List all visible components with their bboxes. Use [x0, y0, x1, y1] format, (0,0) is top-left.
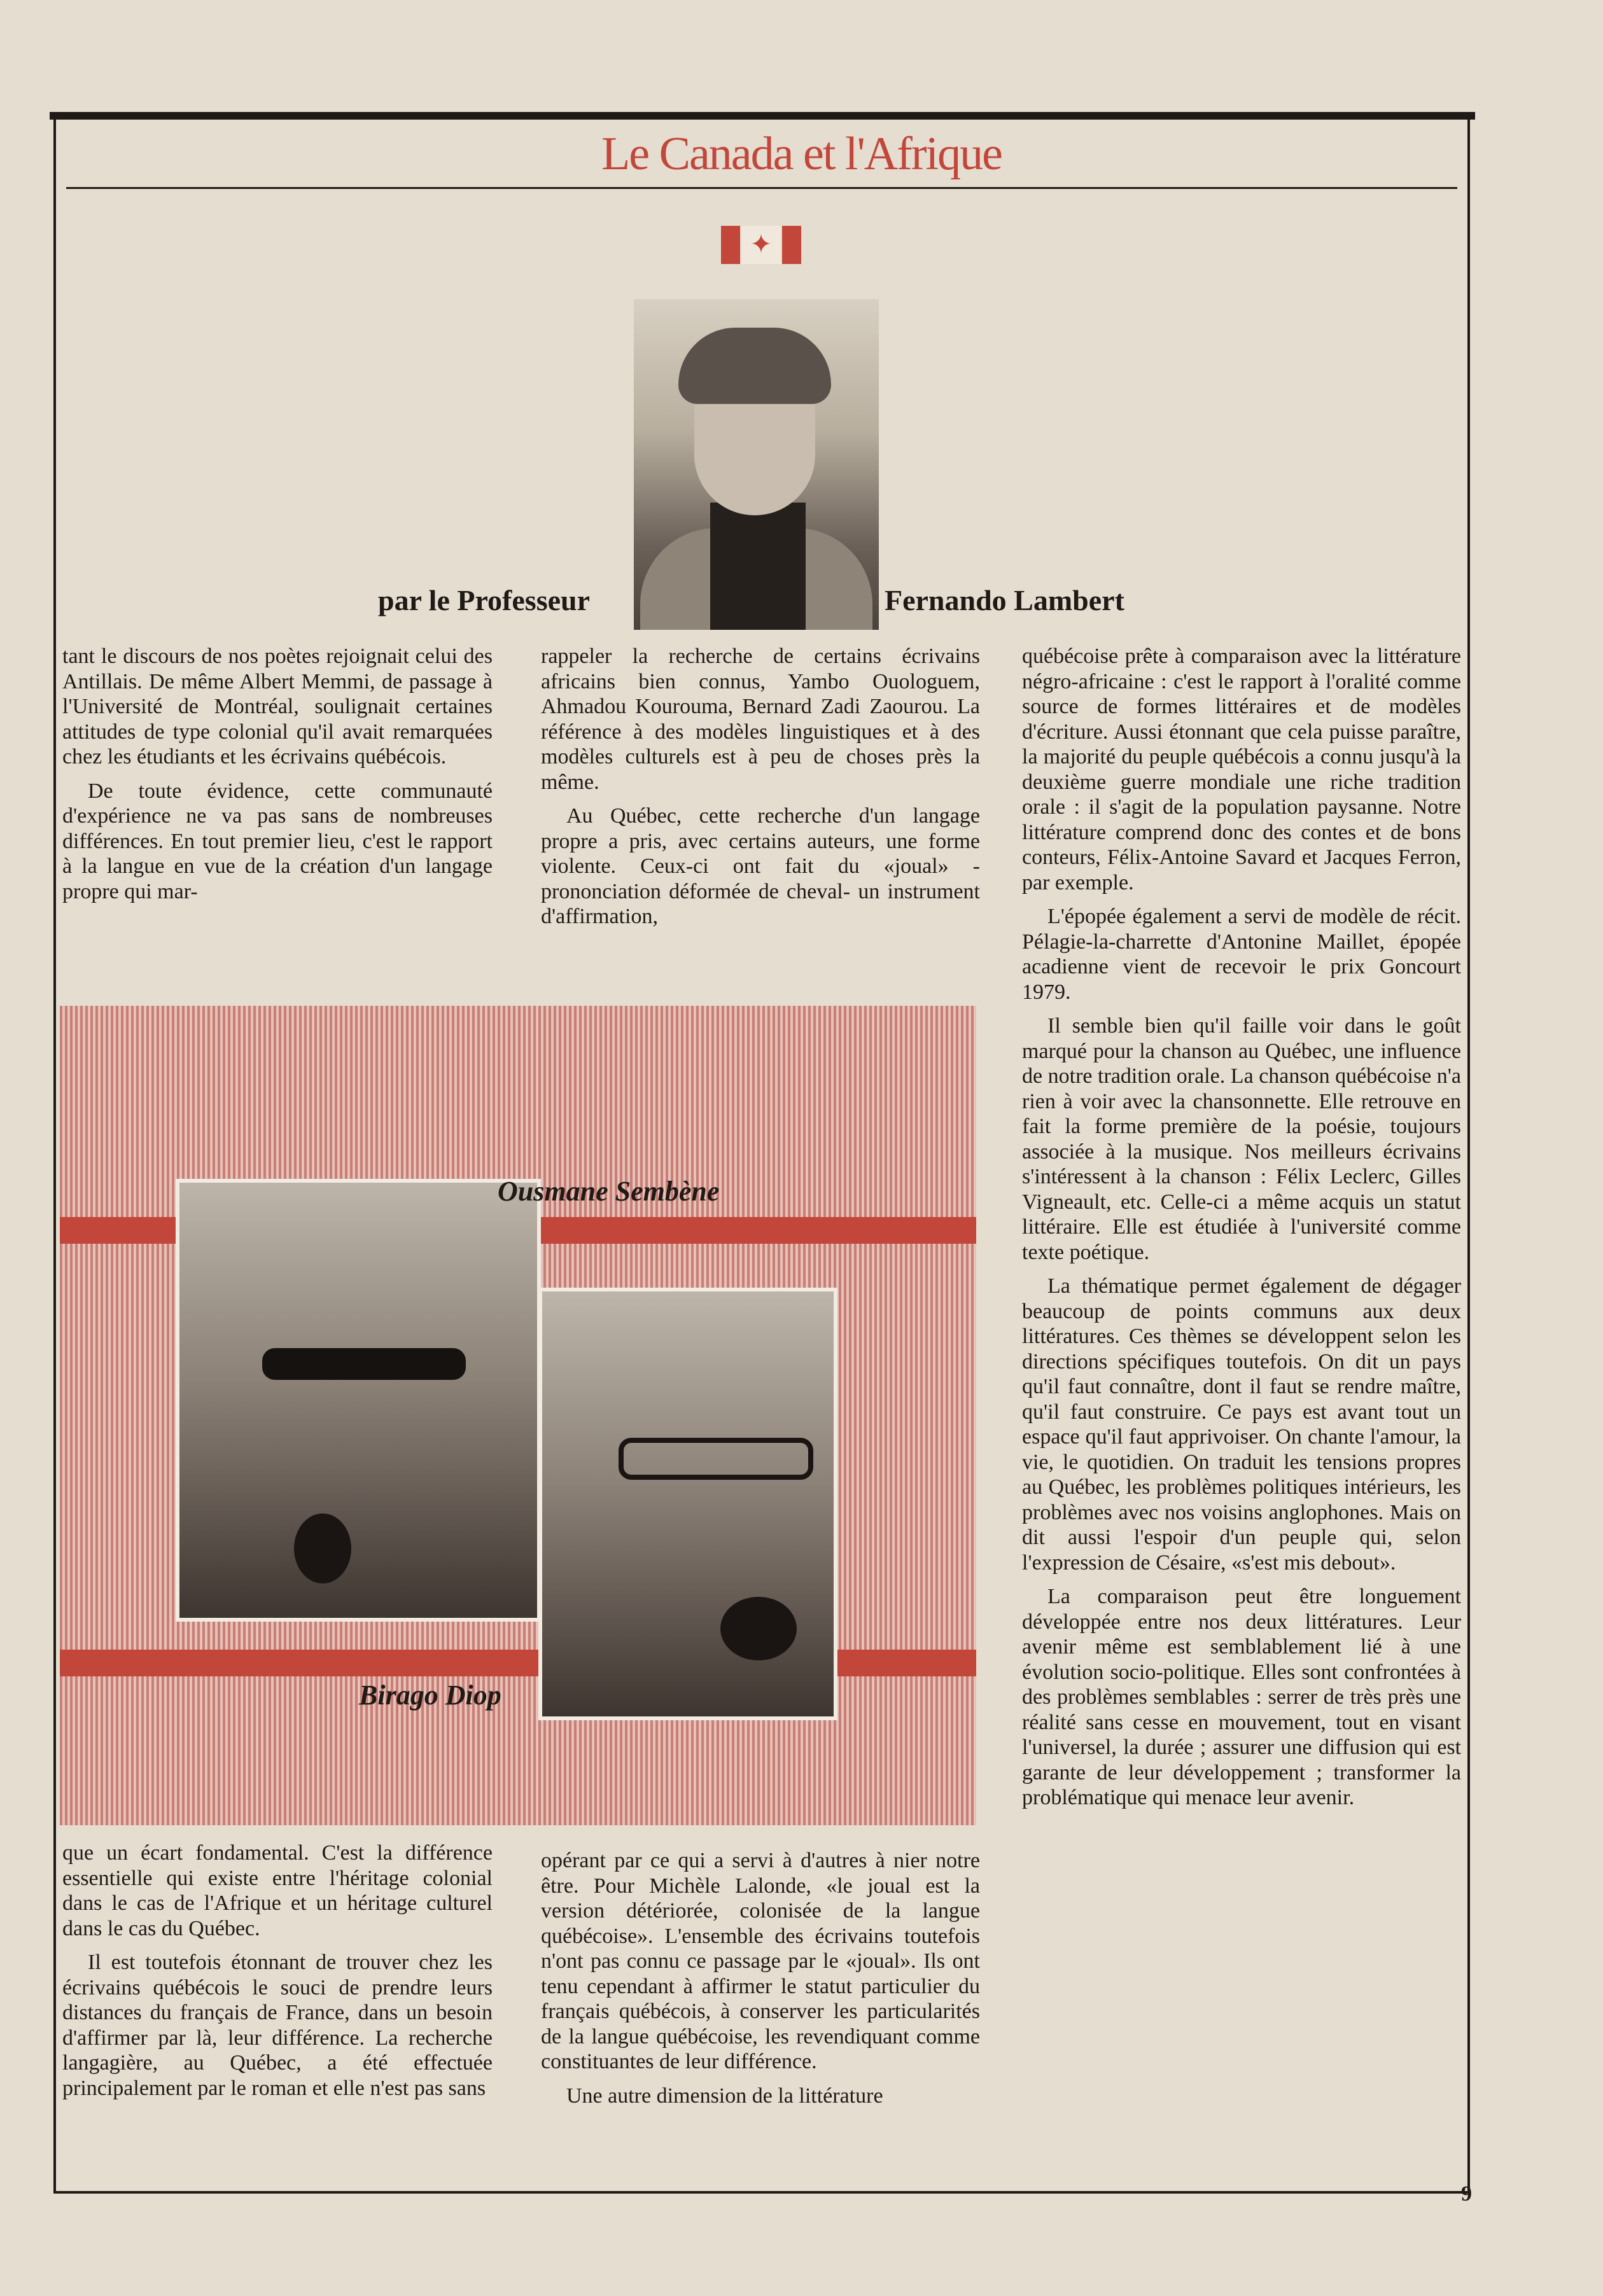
sunglasses-icon	[262, 1348, 466, 1380]
title-underline-rule	[66, 187, 1457, 189]
caption-birago-diop: Birago Diop	[359, 1680, 501, 1711]
column-2-top	[541, 644, 980, 929]
paragraph: tant le discours de nos poètes rejoignait celui des Antillais. De même Albert Memmi, de passage à l'Université de Montréal, soulignait certaines attitudes de type colonial qu'il avait remarquées chez les étudiants et les écrivains québécois.	[62, 644, 493, 769]
paragraph: opérant par ce qui a servi à d'autres à nier notre être. Pour Michèle Lalonde, «le joual est la version détériorée, colonisée de la langue québécoise». L'ensemble des écrivains toutefois n'ont pas connu ce passage par le «joual». Ils ont tenu cependant à affirmer le statut particulier du français québécois, à conserver les particularités de la langue québécoise, les revendiquant comme constituantes de leur différence.	[541, 1849, 980, 2073]
column-2-bottom	[541, 1848, 980, 2108]
paragraph: L'épopée également a servi de modèle de récit. Pélagie-la-charrette d'Antonine Maillet, épopée acadienne vient de recevoir le prix Goncourt 1979.	[1022, 905, 1461, 1004]
frame-left-rule	[53, 120, 56, 2194]
paragraph: que un écart fondamental. C'est la différence essentielle qui existe entre l'héritage colonial dans le cas de l'Afrique et un héritage culturel dans le cas du Québec.	[62, 1841, 493, 1940]
pipe-icon	[720, 1597, 797, 1660]
page-number: 9	[1461, 2182, 1472, 2206]
bottom-rule	[53, 2191, 1470, 2194]
frame-right-rule	[1467, 120, 1470, 2194]
canada-flag-icon: ✦	[721, 226, 801, 264]
paragraph: Au Québec, cette recherche d'un langage propre a pris, avec certains auteurs, une forme violente. Ceux-ci ont fait du «joual» -prononciation déformée de cheval- un instrument d'affirmation,	[541, 804, 980, 928]
pipe-icon	[294, 1513, 351, 1583]
paragraph: rappeler la recherche de certains écrivains africains bien connus, Yambo Ouologuem, Ahmadou Kourouma, Bernard Zadi Zaourou. La référence à des modèles linguistiques et à des modèles culturels est à peu de choses près la même.	[541, 644, 980, 794]
byline-prefix: par le Professeur	[378, 584, 591, 616]
eyeglasses-icon	[619, 1438, 813, 1480]
photo-block	[60, 1006, 976, 1825]
photo-birago-diop	[538, 1288, 837, 1720]
column-1-top	[62, 644, 493, 904]
paragraph: De toute évidence, cette communauté d'expérience ne va pas sans de nombreuses différences. En tout premier lieu, c'est le rapport à la langue en vue de la création d'un langage propre qui mar-	[62, 779, 493, 903]
author-portrait	[634, 299, 879, 630]
paragraph: Une autre dimension de la littérature	[566, 2084, 883, 2108]
column-1-bottom	[62, 1840, 493, 2101]
byline-author: Fernando Lambert	[885, 584, 1124, 616]
red-band-bottom	[60, 1650, 976, 1676]
photo-ousmane-sembene	[176, 1179, 541, 1622]
caption-ousmane-sembene: Ousmane Sembène	[498, 1176, 720, 1207]
paragraph: Il semble bien qu'il faille voir dans le goût marqué pour la chanson au Québec, une influence de notre tradition orale. La chanson québécoise n'a rien à voir avec la chansonnette. Elle retrouve en fait la forme première de la poésie, toujours associée à la musique. Nos meilleurs écrivains s'intéressent à la chanson : Félix Leclerc, Gilles Vigneault, etc. Celle-ci a même acquis un statut littéraire. Elle est étudiée à l'université comme texte poétique.	[1022, 1014, 1461, 1264]
paragraph: québécoise prête à comparaison avec la littérature négro-africaine : c'est le rapport à l'oralité comme source de formes littéraires et de modèles d'écriture. Aussi étonnant que cela puisse paraître, la majorité du peuple québécois a connu jusqu'à la deuxième guerre mondiale une riche tradition orale : il s'agit de la population paysanne. Notre littérature comprend donc des contes et de bons conteurs, Félix-Antoine Savard et Jacques Ferron, par exemple.	[1022, 644, 1461, 894]
paragraph: La thématique permet également de dégager beaucoup de points communs aux deux littératures. Ces thèmes se développent selon les directions spécifiques toutefois. On dit un pays qu'il faut connaître, dont il faut se rendre maître, qu'il faut construire. Ce pays est avant tout un espace qu'il faut apprivoiser. On chante l'amour, la vie, le quotidien. On traduit les tensions propres au Québec, les problèmes politiques intérieurs, les problèmes avec nos voisins anglophones. Mais on dit aussi l'espoir d'un peuple qui, selon l'expression de Césaire, «s'est mis debout».	[1022, 1274, 1461, 1575]
paragraph: La comparaison peut être longuement développée entre nos deux littératures. Leur avenir même est semblablement lié à une évolution socio-politique. Elles sont confrontées à des problèmes semblables : serrer de très près une réalité sans cesse en mouvement, tout en visant l'universel, la durée ; assurer une diffusion qui est garante de leur développement ; transformer la problématique qui menace leur avenir.	[1022, 1585, 1461, 1809]
paragraph: Il est toutefois étonnant de trouver chez les écrivains québécois le souci de prendre leurs distances du français de France, dans un besoin d'affirmer par là, leur différence. La recherche langagière, au Québec, a été effectuée principalement par le roman et elle n'est pas sans	[62, 1951, 493, 2100]
column-3	[1022, 644, 1461, 1811]
page-title: Le Canada et l'Afrique	[601, 128, 1002, 180]
top-thick-rule	[50, 112, 1475, 120]
